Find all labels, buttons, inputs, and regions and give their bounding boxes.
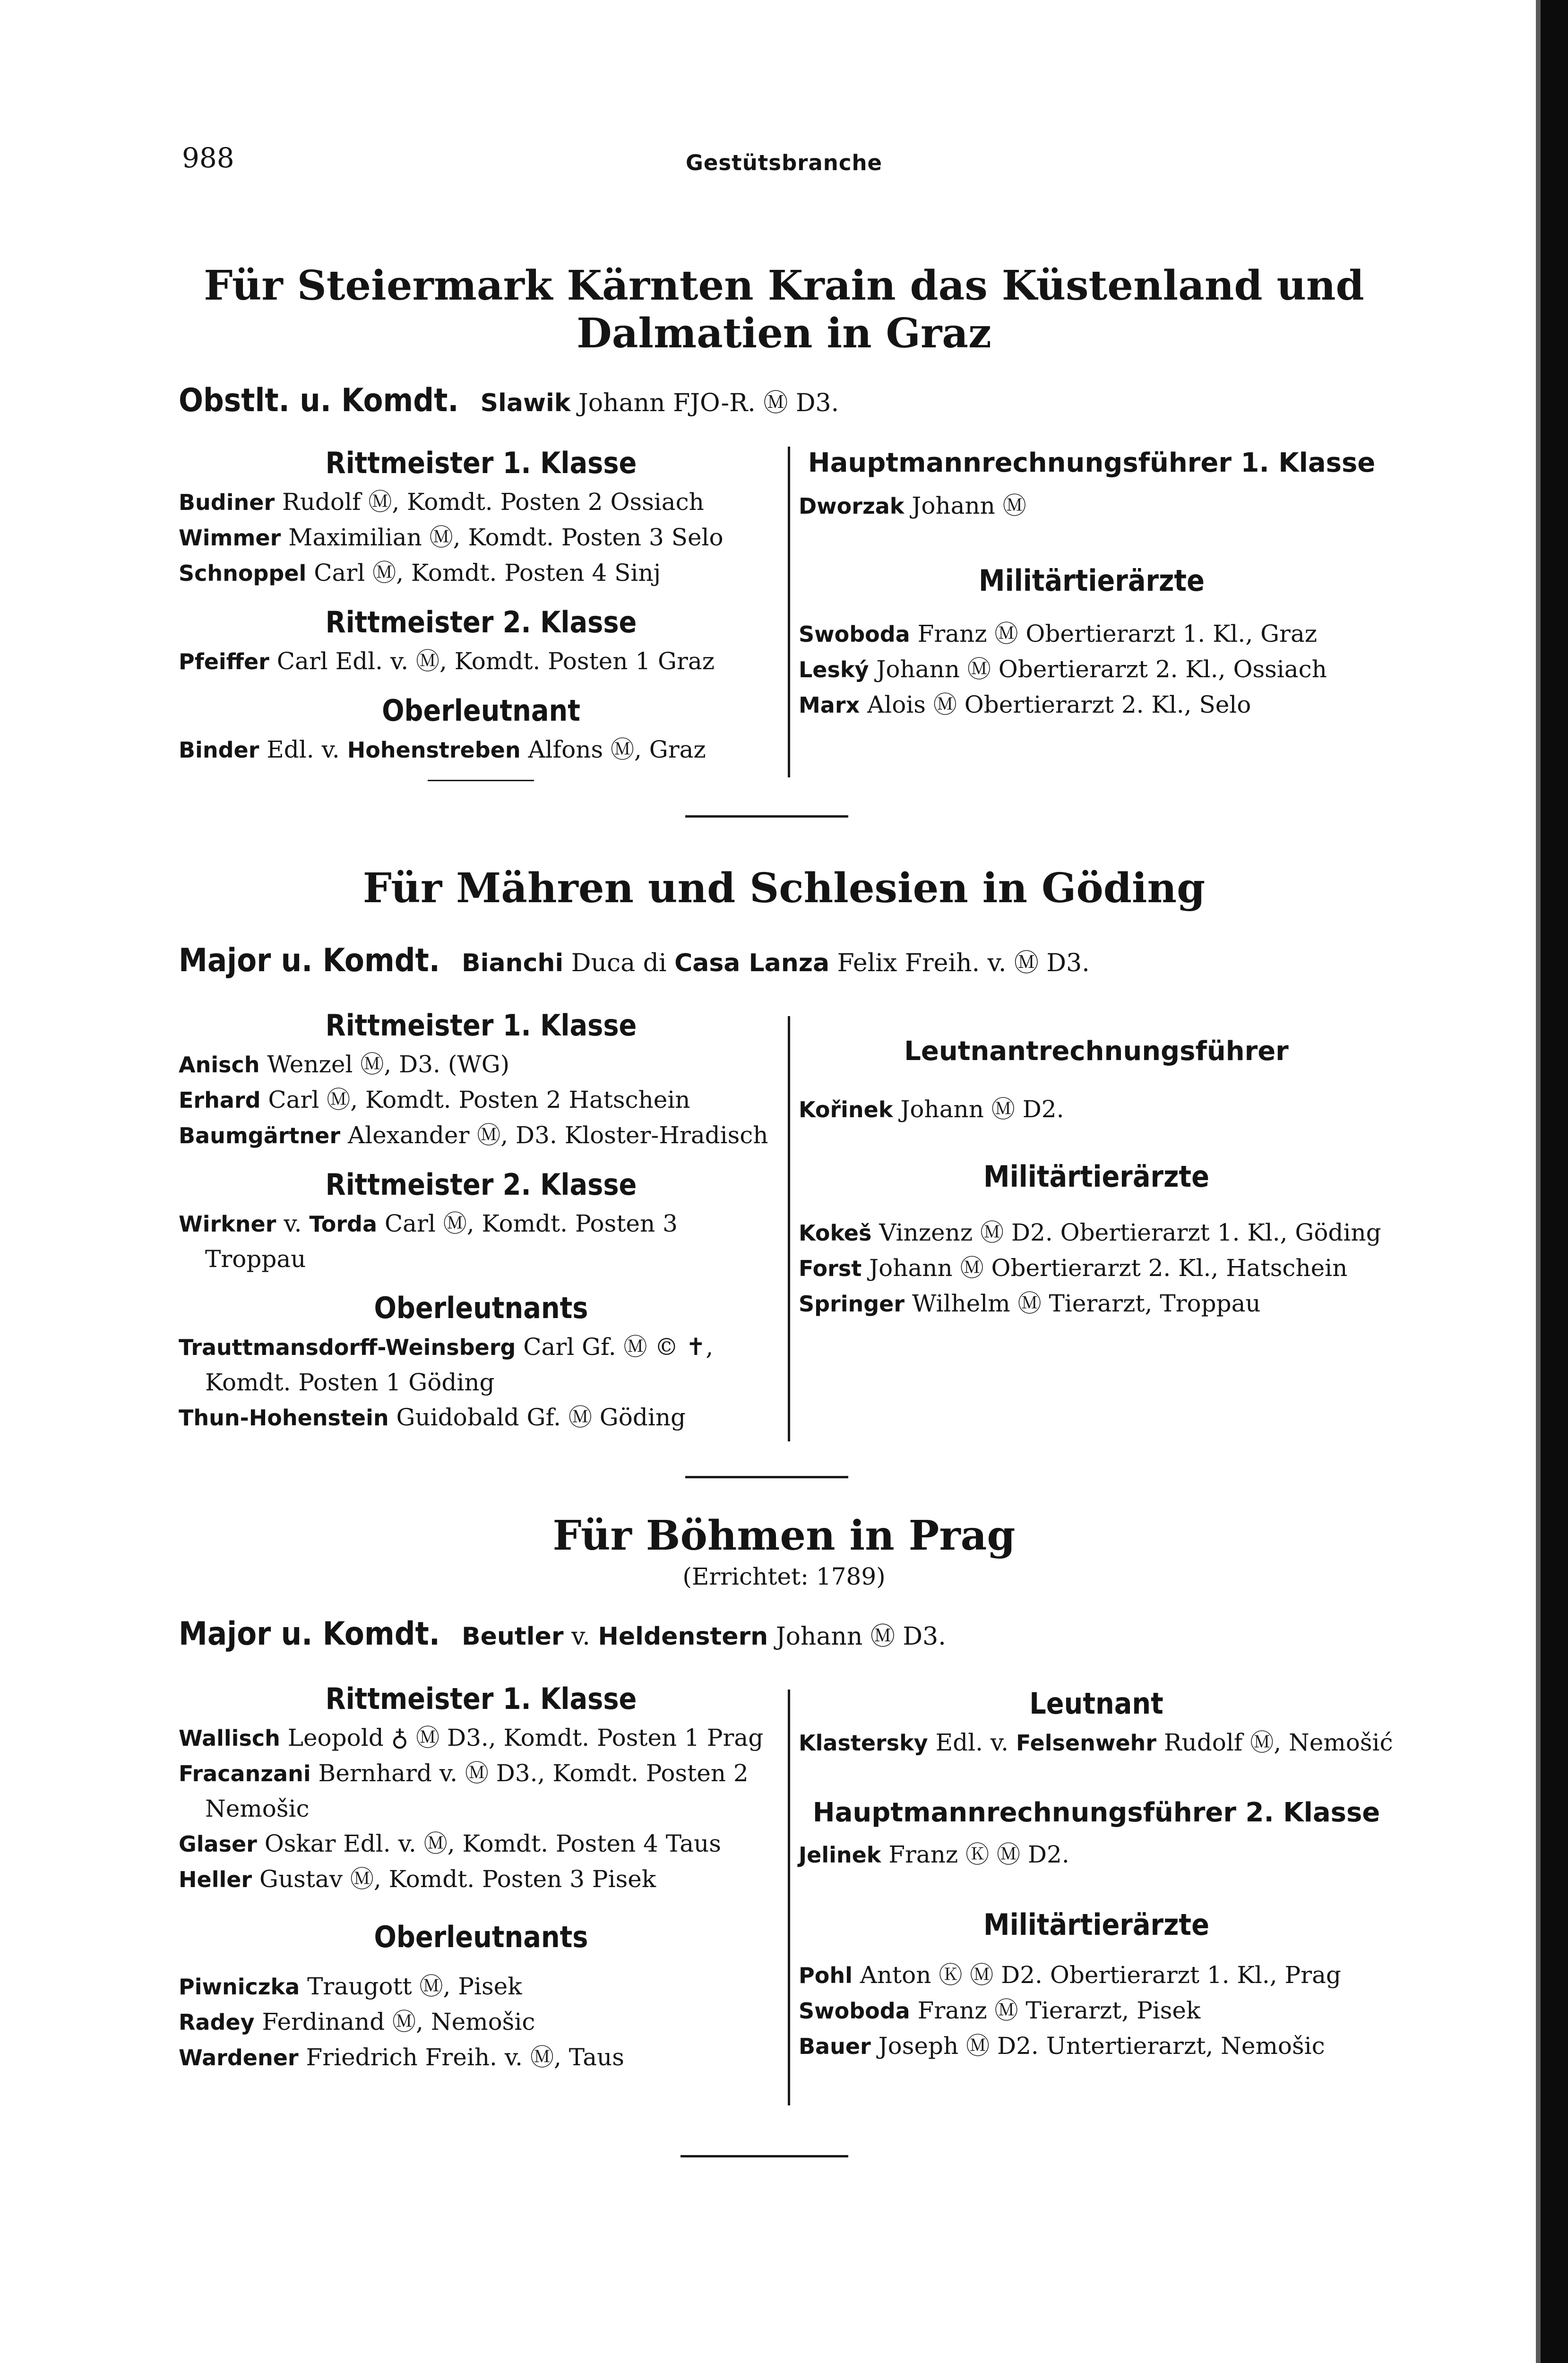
entry-particle: v.	[284, 1210, 302, 1237]
list-item	[179, 1720, 784, 1756]
title-line: Dalmatien in Graz	[577, 309, 991, 357]
commander-details: Johann Ⓜ D3.	[775, 1622, 946, 1651]
rank-heading: Rittmeister 2. Klasse	[325, 605, 637, 639]
entry-details: Rudolf Ⓜ, Komdt. Posten 2 Ossiach	[282, 488, 704, 516]
right-column	[799, 442, 1385, 723]
rank-heading: Rittmeister 1. Klasse	[325, 1682, 637, 1716]
list-item	[179, 1826, 784, 1862]
left-column	[179, 1678, 784, 2075]
rank-heading: Militärtierärzte	[983, 1907, 1209, 1942]
entry-details: Bernhard v. Ⓜ D3., Komdt. Posten 2 Nemošic	[205, 1759, 749, 1822]
title-line: Für Steiermark Kärnten Krain das Küstenland und	[204, 262, 1364, 310]
commander-particle: Duca di	[571, 949, 667, 977]
entry-name: Jelinek	[799, 1842, 881, 1868]
entry-details: Carl Ⓜ, Komdt. Posten 3 Troppau	[205, 1210, 678, 1273]
entry-details: Franz Ⓚ Ⓜ D2.	[888, 1841, 1069, 1868]
running-head: Gestütsbranche	[685, 150, 883, 175]
section-title	[0, 262, 1568, 357]
entry-name: Binder	[179, 737, 259, 763]
entry-details: Guidobald Gf. Ⓜ Göding	[396, 1404, 686, 1431]
right-column	[799, 1682, 1394, 2064]
list-item	[799, 1092, 1394, 1127]
entry-details: Alois Ⓜ Obertierarzt 2. Kl., Selo	[867, 691, 1251, 718]
entry-details: Carl Gf. Ⓜ © ✝, Komdt. Posten 1 Göding	[205, 1333, 714, 1396]
entry-details: Friedrich Freih. v. Ⓜ, Taus	[306, 2044, 624, 2071]
entry-name: Pfeiffer	[179, 649, 269, 674]
section-rule	[685, 815, 848, 818]
list-item	[179, 732, 784, 768]
commander-rank: Major u. Komdt.	[179, 942, 440, 979]
left-column	[179, 1004, 784, 1435]
list-item	[799, 488, 1385, 524]
section-title: Für Mähren und Schlesien in Göding	[362, 864, 1206, 912]
section-rule	[681, 2155, 848, 2157]
list-item	[799, 1837, 1394, 1872]
list-item	[179, 1862, 784, 1897]
entry-name: Torda	[309, 1211, 377, 1237]
entry-name: Erhard	[179, 1087, 261, 1113]
entry-name: Wardener	[179, 2045, 299, 2070]
rank-heading: Rittmeister 1. Klasse	[325, 1008, 637, 1043]
list-item	[179, 1969, 784, 2004]
entry-particle: Edl. v.	[935, 1729, 1009, 1756]
entry-name: Wallisch	[179, 1725, 280, 1751]
entry-name: Trauttmansdorff-Weinsberg	[179, 1335, 516, 1360]
column-divider	[788, 447, 790, 777]
entry-name: Fracanzani	[179, 1761, 311, 1786]
entry-name: Heller	[179, 1867, 252, 1892]
entry-name: Anisch	[179, 1052, 260, 1078]
entry-details: Vinzenz Ⓜ D2. Obertierarzt 1. Kl., Göding	[879, 1219, 1381, 1246]
entry-details: Leopold ♁ Ⓜ D3., Komdt. Posten 1 Prag	[287, 1724, 764, 1751]
entry-name: Schnoppel	[179, 561, 307, 586]
rank-heading: Rittmeister 2. Klasse	[325, 1167, 637, 1202]
entry-name: Wimmer	[179, 525, 281, 551]
section-bohemia	[0, 1512, 1568, 1590]
section-subtitle: (Errichtet: 1789)	[682, 1562, 886, 1590]
rank-heading: Militärtierärzte	[983, 1159, 1209, 1194]
entry-name: Swoboda	[799, 621, 910, 647]
list-item	[179, 644, 784, 679]
entry-name: Springer	[799, 1291, 905, 1317]
entry-details: Maximilian Ⓜ, Komdt. Posten 3 Selo	[288, 524, 724, 551]
commander-details: Felix Freih. v. Ⓜ D3.	[837, 949, 1090, 977]
entry-details: Johann Ⓜ Obertierarzt 2. Kl., Hatschein	[869, 1254, 1348, 1282]
list-item	[799, 616, 1385, 652]
entry-details: Ferdinand Ⓜ, Nemošic	[262, 2008, 535, 2035]
entry-name: Dworzak	[799, 493, 905, 519]
entry-name: Felsenwehr	[1016, 1730, 1156, 1756]
rank-heading: Leutnant	[1029, 1686, 1163, 1721]
rank-heading: Oberleutnants	[374, 1291, 588, 1325]
commander-line	[179, 382, 839, 419]
entry-name: Kokeš	[799, 1220, 872, 1246]
rank-heading: Militärtierärzte	[979, 563, 1205, 598]
commander-line	[179, 942, 1090, 979]
list-item	[799, 1993, 1394, 2028]
entry-name: Budiner	[179, 490, 275, 515]
entry-name: Forst	[799, 1256, 862, 1281]
list-item	[179, 1206, 784, 1276]
entry-name: Radey	[179, 2009, 255, 2035]
page-number: 988	[182, 142, 234, 174]
entry-name: Swoboda	[799, 1998, 910, 2024]
entry-details: Anton Ⓚ Ⓜ D2. Obertierarzt 1. Kl., Prag	[860, 1961, 1341, 1989]
entry-details: Carl Ⓜ, Komdt. Posten 2 Hatschein	[268, 1086, 690, 1113]
entry-details: Rudolf Ⓜ, Nemošić	[1163, 1729, 1393, 1756]
commander-details: Johann FJO-R. Ⓜ D3.	[578, 389, 839, 417]
entry-name: Thun-Hohenstein	[179, 1405, 389, 1431]
section-styria	[0, 262, 1568, 357]
entry-details: Franz Ⓜ Obertierarzt 1. Kl., Graz	[917, 620, 1318, 647]
list-item	[799, 1215, 1394, 1250]
list-item	[179, 2040, 784, 2075]
entry-details: Johann Ⓜ D2.	[900, 1095, 1064, 1123]
commander-name: Slawik	[480, 389, 571, 417]
list-item	[179, 520, 784, 555]
list-item	[179, 1118, 784, 1153]
entry-name: Kořinek	[799, 1097, 893, 1122]
list-item	[799, 652, 1385, 687]
column-divider	[788, 1016, 790, 1441]
rank-heading: Hauptmannrechnungsführer 2. Klasse	[812, 1797, 1380, 1828]
entry-name: Wirkner	[179, 1211, 276, 1237]
rank-heading: Oberleutnant	[382, 693, 580, 728]
section-title: Für Böhmen in Prag	[552, 1512, 1016, 1560]
list-item	[179, 1082, 784, 1118]
list-item	[179, 1047, 784, 1082]
commander-particle: v.	[571, 1622, 590, 1651]
entry-details: Joseph Ⓜ D2. Untertierarzt, Nemošic	[878, 2032, 1325, 2060]
commander-rank: Major u. Komdt.	[179, 1615, 440, 1653]
section-moravia	[0, 865, 1568, 913]
list-item	[799, 1958, 1394, 1993]
entry-details: Alfons Ⓜ, Graz	[528, 736, 706, 763]
rank-heading: Leutnantrechnungsführer	[904, 1036, 1289, 1067]
entry-details: Carl Edl. v. Ⓜ, Komdt. Posten 1 Graz	[276, 647, 715, 675]
short-rule	[428, 780, 534, 781]
list-item	[179, 555, 784, 591]
list-item	[179, 1400, 784, 1435]
entry-particle: Edl. v.	[267, 736, 340, 763]
rank-heading: Oberleutnants	[374, 1920, 588, 1954]
right-column	[799, 1030, 1394, 1321]
commander-rank: Obstlt. u. Komdt.	[179, 382, 459, 419]
entry-details: Johann Ⓜ	[912, 492, 1026, 519]
entry-name: Leský	[799, 657, 869, 682]
entry-details: Traugott Ⓜ, Pisek	[307, 1973, 522, 2000]
rank-heading: Rittmeister 1. Klasse	[325, 446, 637, 480]
list-item	[799, 1250, 1394, 1286]
entry-name: Klastersky	[799, 1730, 928, 1756]
list-item	[799, 687, 1385, 723]
list-item	[179, 2004, 784, 2040]
entry-details: Carl Ⓜ, Komdt. Posten 4 Sinj	[314, 559, 661, 586]
entry-name: Piwniczka	[179, 1974, 300, 2000]
list-item	[179, 1329, 784, 1400]
list-item	[799, 2028, 1394, 2064]
entry-details: Wenzel Ⓜ, D3. (WG)	[267, 1051, 510, 1078]
rank-heading: Hauptmannrechnungsführer 1. Klasse	[808, 448, 1376, 478]
list-item	[799, 1725, 1394, 1760]
entry-details: Oskar Edl. v. Ⓜ, Komdt. Posten 4 Taus	[264, 1830, 721, 1857]
entry-name: Bauer	[799, 2034, 871, 2059]
entry-name: Glaser	[179, 1831, 257, 1857]
column-divider	[788, 1690, 790, 2105]
entry-name: Marx	[799, 692, 860, 718]
entry-details: Alexander Ⓜ, D3. Kloster-Hradisch	[347, 1121, 768, 1149]
entry-details: Johann Ⓜ Obertierarzt 2. Kl., Ossiach	[876, 655, 1327, 683]
commander-line	[179, 1615, 946, 1653]
commander-name: Casa Lanza	[674, 949, 830, 977]
section-rule	[685, 1476, 848, 1478]
list-item	[179, 1756, 784, 1826]
commander-name: Bianchi	[462, 949, 564, 977]
list-item	[799, 1286, 1394, 1321]
commander-name: Heldenstern	[598, 1622, 768, 1651]
entry-name: Pohl	[799, 1963, 853, 1988]
list-item	[179, 484, 784, 520]
entry-details: Gustav Ⓜ, Komdt. Posten 3 Pisek	[259, 1865, 656, 1893]
entry-name: Hohenstreben	[347, 737, 521, 763]
left-column	[179, 442, 784, 768]
commander-name: Beutler	[462, 1622, 564, 1651]
entry-details: Wilhelm Ⓜ Tierarzt, Troppau	[912, 1290, 1261, 1317]
entry-details: Franz Ⓜ Tierarzt, Pisek	[917, 1997, 1201, 2024]
entry-name: Baumgärtner	[179, 1123, 341, 1148]
